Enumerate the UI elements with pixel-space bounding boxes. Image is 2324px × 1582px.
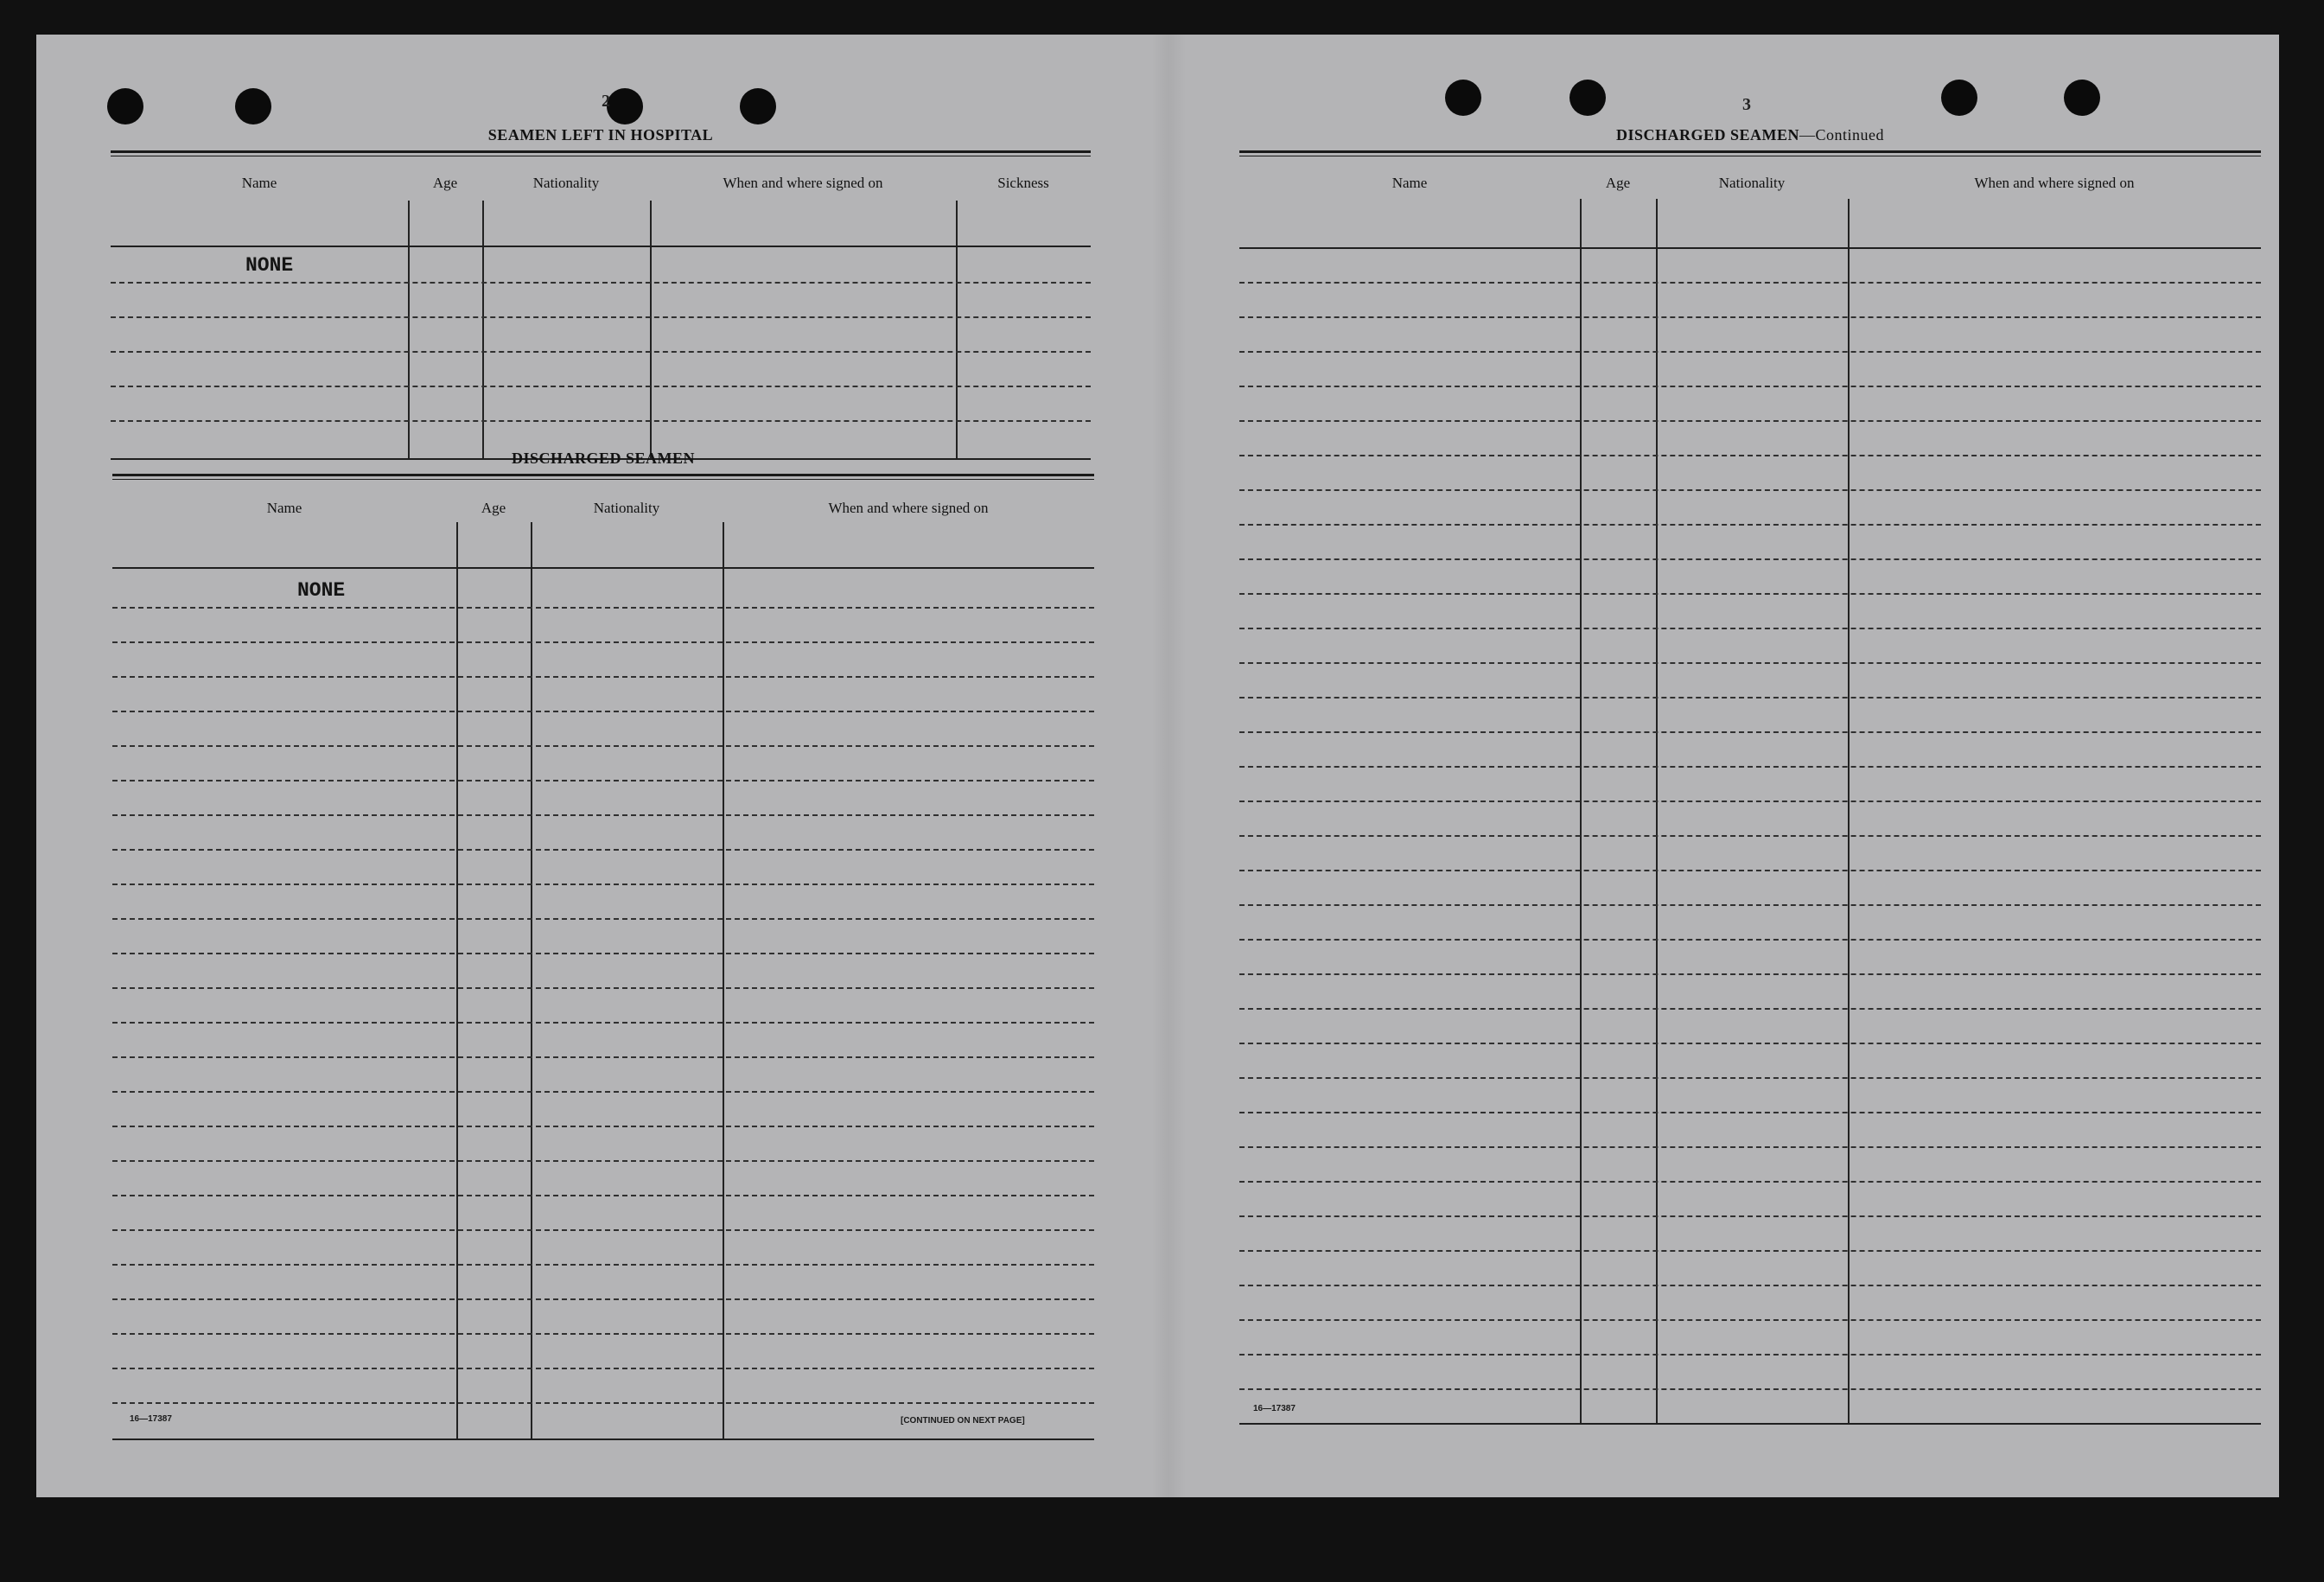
col-divider — [456, 522, 458, 1440]
col-divider — [1580, 199, 1582, 1425]
row-line — [112, 1091, 1094, 1093]
hospital-entry: NONE — [245, 254, 294, 277]
row-line — [1239, 835, 2261, 837]
row-line — [1239, 524, 2261, 526]
row-line — [112, 711, 1094, 712]
form-number-left: 16—17387 — [130, 1414, 172, 1424]
row-line — [112, 918, 1094, 920]
row-line — [1239, 420, 2261, 422]
row-line — [112, 745, 1094, 747]
row-line — [1239, 455, 2261, 456]
page-number-right: 3 — [1742, 95, 1751, 114]
row-line — [1239, 489, 2261, 491]
row-line — [112, 953, 1094, 954]
discharged-entry: NONE — [297, 579, 346, 602]
title-main: DISCHARGED SEAMEN — [1615, 126, 1800, 144]
punch-hole — [607, 88, 643, 124]
row-line — [1239, 1319, 2261, 1321]
row-line — [1239, 1181, 2261, 1183]
row-line — [112, 676, 1094, 678]
row-line — [1239, 1354, 2261, 1356]
rule — [1239, 150, 2261, 153]
row-line — [1239, 1285, 2261, 1286]
col-header-signed-on: When and where signed on — [1974, 175, 2135, 191]
row-line — [1239, 386, 2261, 387]
row-line — [111, 282, 1091, 284]
row-line — [1239, 870, 2261, 871]
row-line — [111, 316, 1091, 318]
row-line — [111, 351, 1091, 353]
col-header-nationality: Nationality — [593, 500, 660, 516]
row-line — [1239, 731, 2261, 733]
continued-note: [CONTINUED ON NEXT PAGE] — [901, 1416, 1025, 1426]
col-header-nationality: Nationality — [1718, 175, 1786, 191]
row-line — [1239, 801, 2261, 802]
col-header-name: Name — [241, 175, 277, 191]
row-line — [112, 641, 1094, 643]
hospital-table — [111, 126, 1091, 463]
punch-hole — [235, 88, 271, 124]
page-fold — [1151, 35, 1186, 1497]
row-line — [111, 420, 1091, 422]
col-divider — [531, 522, 532, 1440]
row-line — [112, 1402, 1094, 1404]
title-suffix: —Continued — [1799, 126, 1885, 144]
row-line — [1239, 939, 2261, 941]
row-line — [1239, 1250, 2261, 1252]
row-line — [112, 1195, 1094, 1196]
row-line — [112, 883, 1094, 885]
col-header-name: Name — [1391, 175, 1428, 191]
col-header-sickness: Sickness — [997, 175, 1049, 191]
discharged-continued-table — [1239, 126, 2261, 1440]
row-line — [112, 814, 1094, 816]
col-header-nationality: Nationality — [532, 175, 600, 191]
row-line — [112, 1126, 1094, 1127]
col-header-age: Age — [481, 500, 506, 516]
discharged-table — [112, 446, 1094, 1449]
col-header-name: Name — [266, 500, 302, 516]
row-line — [112, 987, 1094, 989]
col-header-signed-on: When and where signed on — [723, 175, 883, 191]
row-line — [1239, 662, 2261, 664]
punch-hole — [1941, 80, 1977, 116]
row-line — [1239, 282, 2261, 284]
punch-hole — [1445, 80, 1481, 116]
row-line — [1239, 1043, 2261, 1044]
row-line — [1239, 973, 2261, 975]
rule — [112, 479, 1094, 480]
row-line — [112, 1160, 1094, 1162]
page-number-left: 2 — [602, 92, 610, 111]
row-line — [1239, 766, 2261, 768]
row-line — [112, 849, 1094, 851]
punch-hole — [2064, 80, 2100, 116]
punch-hole — [107, 88, 143, 124]
row-line — [112, 1264, 1094, 1266]
row-line — [1239, 1008, 2261, 1010]
header-underline — [1239, 247, 2261, 249]
row-line — [1239, 593, 2261, 595]
scanned-document — [36, 35, 2279, 1497]
row-line — [112, 780, 1094, 781]
row-line — [1239, 697, 2261, 699]
row-line — [1239, 628, 2261, 629]
col-header-signed-on: When and where signed on — [828, 500, 989, 516]
form-number-right: 16—17387 — [1253, 1404, 1296, 1413]
discharged-continued-title — [1239, 126, 2261, 144]
row-line — [112, 1022, 1094, 1024]
row-line — [112, 1333, 1094, 1335]
row-line — [1239, 1388, 2261, 1390]
col-divider — [1848, 199, 1850, 1425]
punch-hole — [740, 88, 776, 124]
table-bottom-rule — [112, 1438, 1094, 1440]
punch-hole — [1569, 80, 1606, 116]
row-line — [1239, 316, 2261, 318]
hospital-title: SEAMEN LEFT IN HOSPITAL — [487, 126, 714, 144]
row-line — [1239, 904, 2261, 906]
header-underline — [111, 246, 1091, 247]
row-line — [112, 607, 1094, 609]
row-line — [112, 1229, 1094, 1231]
col-header-age: Age — [1605, 175, 1631, 191]
rule — [112, 474, 1094, 476]
row-line — [1239, 558, 2261, 560]
col-divider — [1656, 199, 1658, 1425]
row-line — [112, 1298, 1094, 1300]
row-line — [1239, 1077, 2261, 1079]
rule — [111, 150, 1091, 153]
col-header-age: Age — [432, 175, 458, 191]
header-underline — [112, 567, 1094, 569]
discharged-title: DISCHARGED SEAMEN — [511, 450, 696, 467]
row-line — [1239, 1146, 2261, 1148]
col-divider — [723, 522, 724, 1440]
row-line — [1239, 1215, 2261, 1217]
row-line — [1239, 351, 2261, 353]
table-bottom-rule — [1239, 1423, 2261, 1425]
row-line — [112, 1368, 1094, 1369]
row-line — [1239, 1112, 2261, 1113]
row-line — [112, 1056, 1094, 1058]
row-line — [111, 386, 1091, 387]
